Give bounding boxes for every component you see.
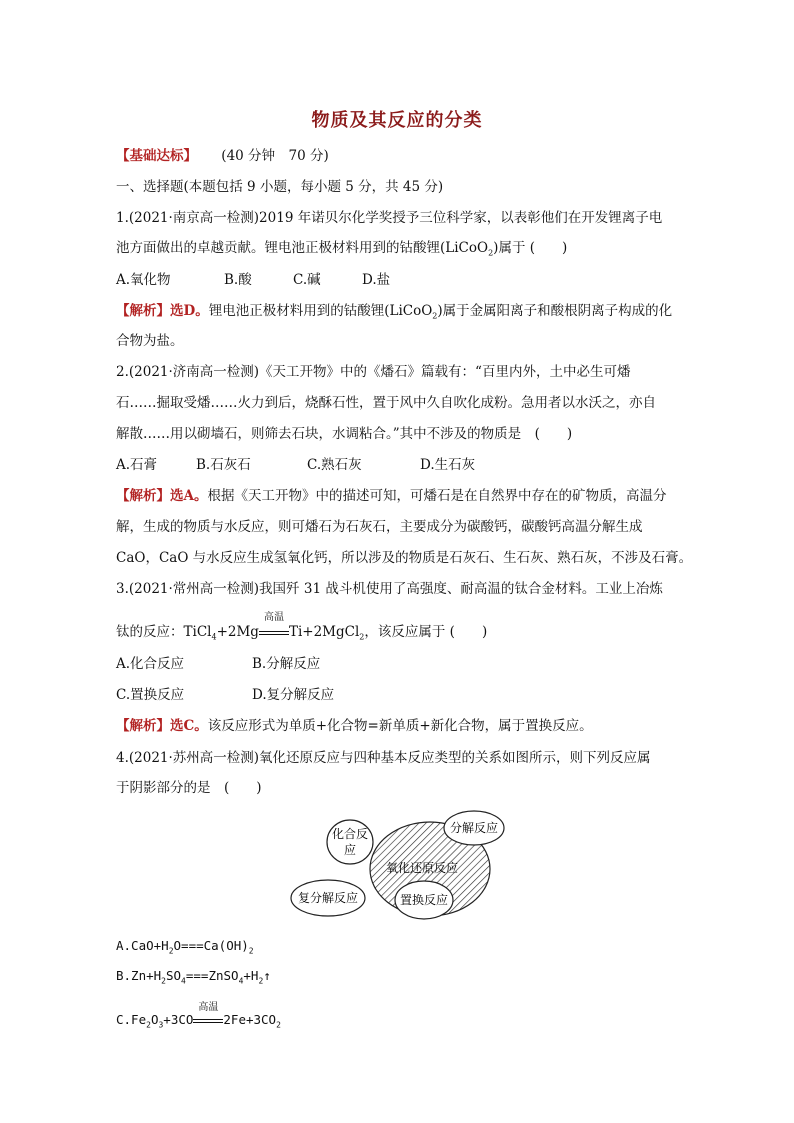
q3-stem-end: ，该反应属于 ( ) bbox=[364, 624, 488, 640]
q4-a-sub2: 2 bbox=[248, 946, 254, 956]
q1-analysis-line2: 合物为盐。 bbox=[116, 333, 184, 349]
q2-analysis-line3: CaO，CaO 与水反应生成氢氧化钙，所以涉及的物质是石灰石、生石灰、熟石灰，不涉及石膏。 bbox=[116, 550, 693, 566]
q3-analysis-text: 该反应形式为单质+化合物=新单质+新化合物，属于置换反应。 bbox=[207, 718, 593, 734]
q4-c-sub4: 2 bbox=[276, 1020, 281, 1030]
q3-option-d: D.复分解反应 bbox=[252, 687, 335, 703]
q3-analysis-line1 bbox=[116, 716, 593, 736]
reaction-venn-diagram bbox=[285, 808, 510, 930]
redox-label: 氧化还原反应 bbox=[385, 861, 459, 875]
part-header: 一、选择题(本题包括 9 小题，每小题 5 分，共 45 分) bbox=[116, 179, 444, 195]
q4-c-part4: 2Fe+3CO bbox=[223, 1012, 277, 1027]
analysis-label: 【解析】 bbox=[116, 303, 170, 319]
q2-analysis-text: 根据《天工开物》中的描述可知，可燔石是在自然界中存在的矿物质，高温分 bbox=[207, 488, 667, 504]
q4-c-sub2: 3 bbox=[158, 1020, 164, 1030]
q3-formula-c: Ti+2MgCl bbox=[288, 624, 360, 640]
q4-b-sub1: 2 bbox=[161, 976, 166, 986]
q2-option-a: A.石膏 bbox=[116, 457, 158, 473]
q4-a-part1: A.CaO+H bbox=[116, 938, 169, 953]
double-replacement-label: 复分解反应 bbox=[297, 891, 359, 905]
q2-stem-line3: 解散……用以砌墙石，则筛去石块，水调粘合。”其中不涉及的物质是 ( ) bbox=[116, 426, 573, 442]
q4-stem-line1: 4.(2021·苏州高一检测)氧化还原反应与四种基本反应类型的关系如图所示，则下列反应属 bbox=[116, 750, 651, 766]
q4-b-arrow: ↑ bbox=[263, 968, 271, 983]
q4-b-part2: SO bbox=[165, 968, 182, 983]
q3-subscript-1: 4 bbox=[211, 632, 217, 642]
q4-option-a bbox=[116, 938, 254, 956]
q2-analysis-line1 bbox=[116, 486, 666, 506]
q2-stem-line1: 2.(2021·济南高一检测)《天工开物》中的《燔石》篇载有：“百里内外，土中必生可燔 bbox=[116, 364, 631, 380]
q1-analysis-line1 bbox=[116, 301, 672, 327]
q4-c-equals-bar bbox=[193, 1019, 223, 1023]
analysis-label: 【解析】 bbox=[116, 488, 170, 504]
q3-stem-line1: 3.(2021·常州高一检测)我国歼 31 战斗机使用了高强度、耐高温的钛合金材料。工业上冶炼 bbox=[116, 581, 663, 597]
analysis-label: 【解析】 bbox=[116, 718, 170, 734]
q1-option-d: D.盐 bbox=[362, 272, 391, 288]
time-score: (40 分钟 70 分) bbox=[221, 148, 329, 164]
q4-b-part1: B.Zn+H bbox=[116, 968, 162, 983]
combination-label-2: 应 bbox=[343, 843, 357, 857]
q3-subscript-2: 2 bbox=[359, 632, 365, 642]
q4-a-part2: O===Ca(OH) bbox=[173, 938, 249, 953]
q4-option-b bbox=[116, 968, 271, 986]
q3-stem-line2 bbox=[116, 612, 488, 648]
q4-c-part1: C.Fe bbox=[116, 1012, 147, 1027]
q3-condition bbox=[259, 612, 289, 642]
q3-formula-b: +2Mg bbox=[216, 624, 259, 640]
q1-answer: 选D。 bbox=[170, 303, 209, 319]
q4-b-sub2: 4 bbox=[181, 976, 186, 986]
q4-a-sub1: 2 bbox=[168, 946, 174, 956]
q2-answer: 选A。 bbox=[170, 488, 208, 504]
q4-c-condition-label: 高温 bbox=[198, 1002, 219, 1013]
section-label: 【基础达标】 bbox=[116, 148, 197, 164]
q4-b-part4: +H bbox=[243, 968, 259, 983]
q1-option-a: A.氧化物 bbox=[116, 272, 171, 288]
q3-option-c: C.置换反应 bbox=[116, 687, 185, 703]
q4-c-part3: +3CO bbox=[163, 1012, 194, 1027]
q2-analysis-line2: 解，生成的物质与水反应，则可燔石为石灰石，主要成分为碳酸钙，碳酸钙高温分解生成 bbox=[116, 519, 643, 535]
q4-b-sub4: 2 bbox=[258, 976, 264, 986]
q1-stem-text: 池方面做出的卓越贡献。锂电池正极材料用到的钴酸锂(LiCoO bbox=[116, 240, 489, 256]
combination-label-1: 化合反 bbox=[331, 827, 369, 841]
q1-stem-line1: 1.(2021·南京高一检测)2019 年诺贝尔化学奖授予三位科学家，以表彰他们在开发锂离子电 bbox=[116, 210, 663, 226]
q1-analysis-text: 锂电池正极材料用到的钴酸锂(LiCoO bbox=[208, 303, 433, 319]
q1-option-c: C.碱 bbox=[293, 272, 321, 288]
q1-stem-line2 bbox=[116, 238, 567, 264]
q4-c-part2: O bbox=[150, 1012, 159, 1027]
q1-option-b: B.酸 bbox=[224, 272, 252, 288]
q1-analysis-text-end: )属于金属阳离子和酸根阴离子构成的化 bbox=[437, 303, 673, 319]
page-title: 物质及其反应的分类 bbox=[311, 110, 483, 131]
q3-formula-a: 钛的反应：TiCl bbox=[116, 624, 212, 640]
q2-option-b: B.石灰石 bbox=[196, 457, 251, 473]
decomposition-label: 分解反应 bbox=[449, 821, 499, 835]
q3-option-b: B.分解反应 bbox=[252, 656, 321, 672]
q1-subscript: 2 bbox=[488, 248, 494, 258]
q2-stem-line2: 石……掘取受燔……火力到后，烧酥石性，置于风中久自吹化成粉。急用者以水沃之，亦自 bbox=[116, 395, 656, 411]
q2-option-d: D.生石灰 bbox=[420, 457, 476, 473]
q3-option-a: A.化合反应 bbox=[116, 656, 185, 672]
replacement-label: 置换反应 bbox=[399, 893, 449, 907]
q2-option-c: C.熟石灰 bbox=[307, 457, 362, 473]
q4-stem-line2: 于阴影部分的是 ( ) bbox=[116, 780, 262, 796]
q4-b-sub3: 4 bbox=[238, 976, 244, 986]
section-header bbox=[116, 146, 329, 166]
q4-c-sub1: 2 bbox=[146, 1020, 151, 1030]
q1-analysis-subscript: 2 bbox=[432, 311, 438, 321]
q3-condition-label: 高温 bbox=[263, 612, 284, 623]
q3-equals-bar bbox=[259, 631, 289, 635]
q3-answer: 选C。 bbox=[170, 718, 208, 734]
q4-c-condition bbox=[193, 1002, 223, 1027]
q4-b-part3: ===ZnSO bbox=[185, 968, 239, 983]
q1-stem-end: )属于 ( ) bbox=[493, 240, 568, 256]
q4-option-c bbox=[116, 1002, 281, 1030]
